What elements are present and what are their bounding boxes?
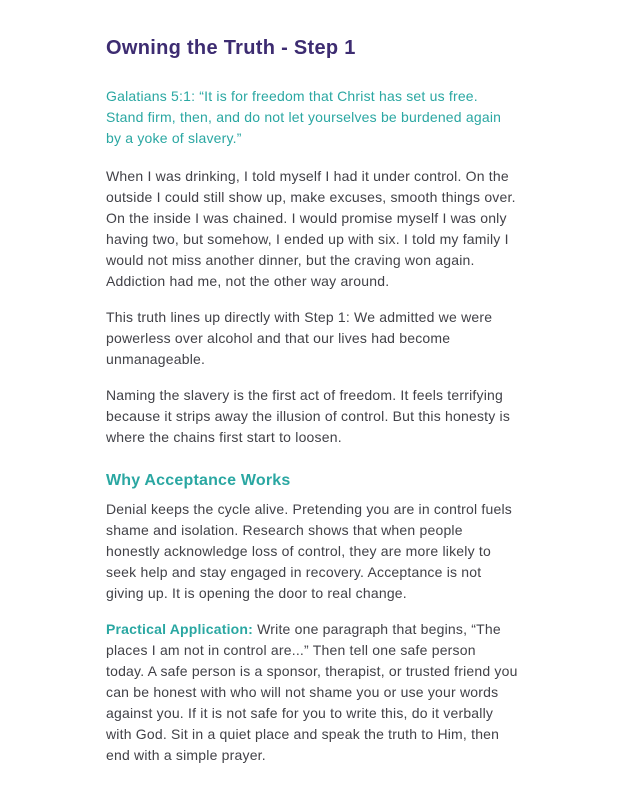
paragraph-drinking-story: When I was drinking, I told myself I had it under control. On the outside I could still show up, make excuses, smooth things over. On the inside I was chained. I would promise myself I was only having two, but somehow, I ended up with six. I told my family I would not miss another dinner, but the craving won again. Addiction had me, not the other way around. [106, 168, 516, 289]
page-title: Owning the Truth - Step 1 [106, 37, 356, 59]
scripture-quote: Galatians 5:1: “It is for freedom that Christ has set us free. Stand firm, then, and do not let yourselves be burdened again by a yoke of slavery.” [106, 88, 502, 146]
paragraph-step1-connection: This truth lines up directly with Step 1: We admitted we were powerless over alcohol and that our lives had become unmanageable. [106, 309, 493, 367]
paragraph-acceptance-body: Denial keeps the cycle alive. Pretending you are in control fuels shame and isolation. Research shows that when people honestly acknowledge loss of control, they are more likely to seek help and stay engaged in recovery. Acceptance is not giving up. It is opening the door to real change. [106, 500, 512, 601]
paragraph-naming-slavery: Naming the slavery is the first act of freedom. It feels terrifying because it strips away the illusion of control. But this honesty is where the chains first start to loosen. [106, 387, 511, 445]
practical-application-text: Write one paragraph that begins, “The places I am not in control are...” Then tell one safe person today. A safe person is a sponsor, therapist, or trusted friend you can be honest with who will not shame you or use your words against you. If it is not safe for you to write this, do it verbally with God. Sit in a quiet place and speak the truth to Him, then end with a simple prayer. [106, 620, 518, 763]
paragraph-practical-application [106, 619, 518, 766]
practical-application-label: Practical Application: [106, 620, 254, 637]
section-heading-why-acceptance-works: Why Acceptance Works [106, 472, 291, 489]
